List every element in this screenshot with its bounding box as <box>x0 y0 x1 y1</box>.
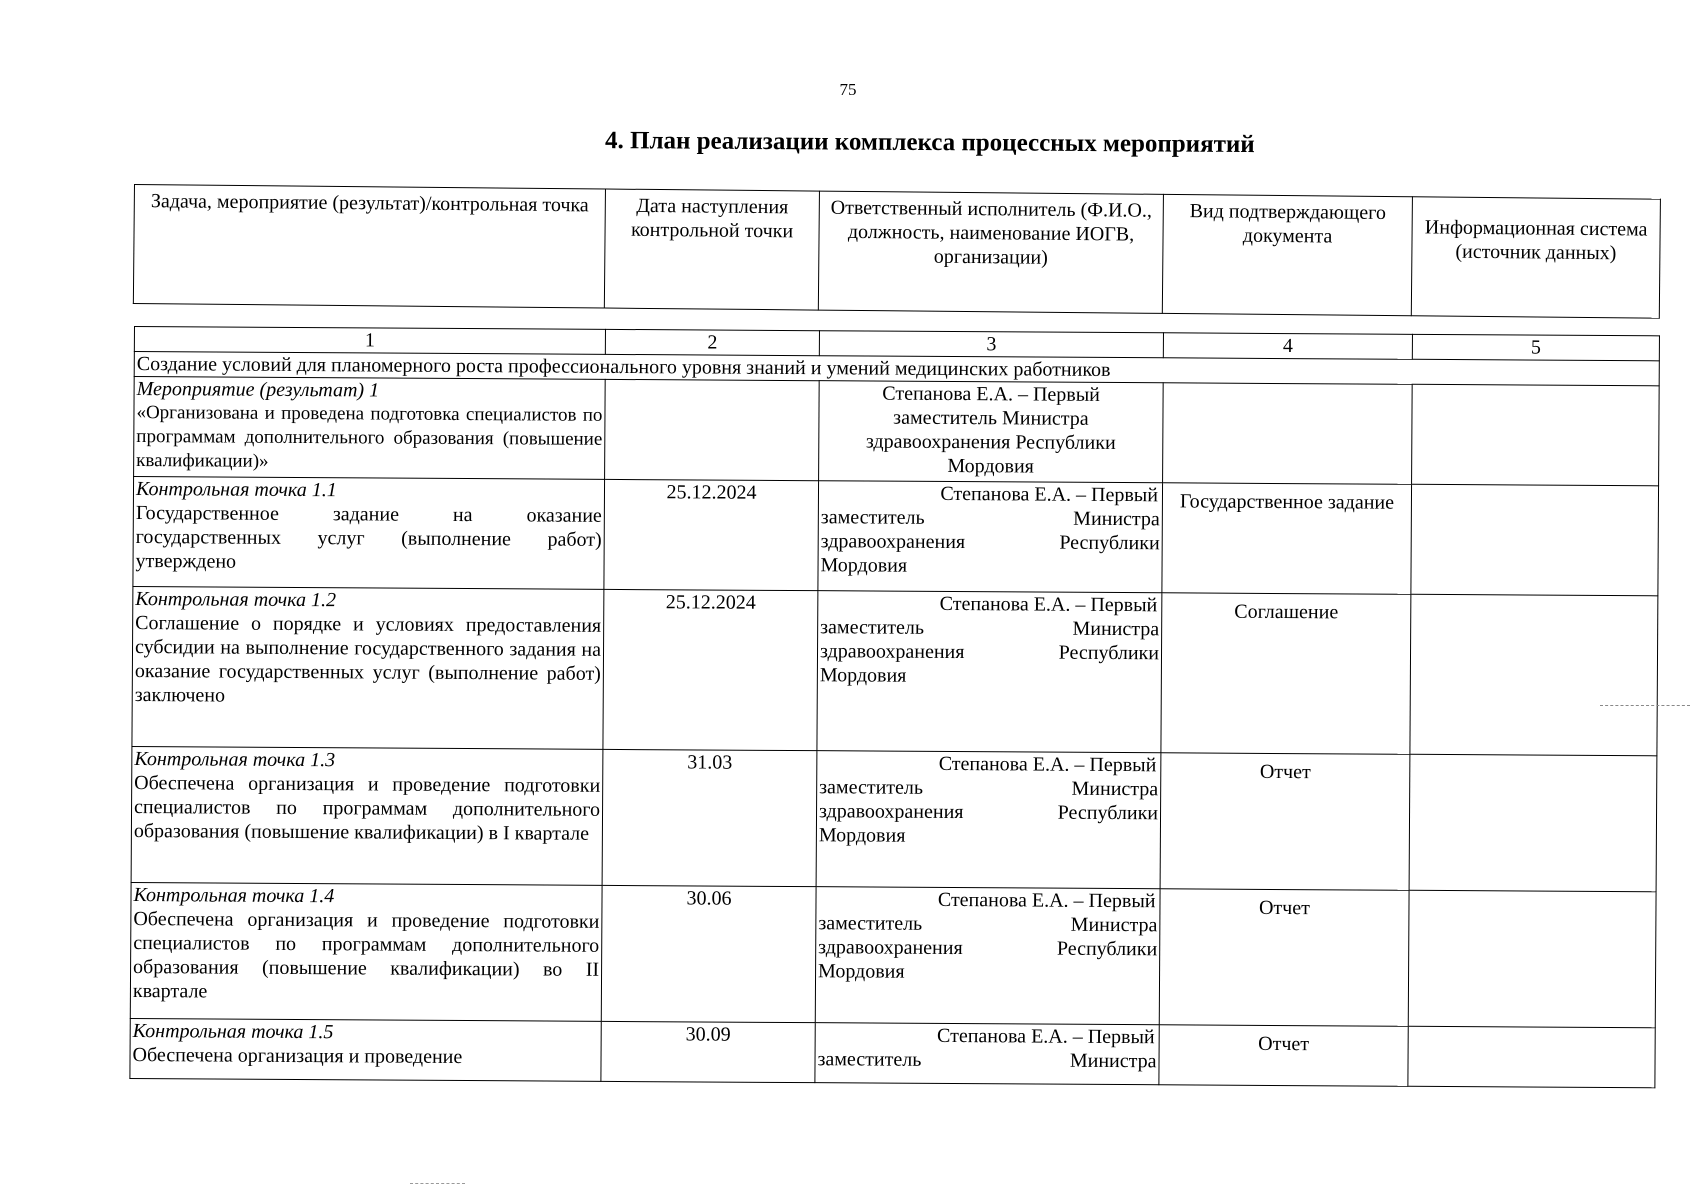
evidence-cell <box>1161 593 1411 755</box>
evidence-text: Отчет <box>1258 896 1310 920</box>
evidence-text: Отчет <box>1259 760 1311 784</box>
responsible-first: Степанова Е.А. – Первый <box>937 1024 1155 1049</box>
responsible-first: Степанова Е.А. – Первый <box>939 592 1158 617</box>
responsible-cell <box>815 887 1160 1025</box>
responsible-first: Степанова Е.А. – Первый <box>937 888 1156 913</box>
column-number: 3 <box>819 331 1163 358</box>
task-cell <box>131 746 603 885</box>
row-text: Государственное задание на оказание государственных услуг (выполнение работ) утверждено <box>135 502 602 573</box>
table-row <box>130 1018 1655 1087</box>
evidence-text: Государственное задание <box>1179 490 1395 514</box>
responsible-rest: заместитель Министра здравоохранения Республики Мордовия <box>818 912 1158 983</box>
scan-artifact <box>1600 705 1690 708</box>
responsible-rest: заместитель Министра здравоохранения Республики Мордовия <box>819 616 1160 687</box>
evidence-cell <box>1160 753 1410 891</box>
header-table <box>133 184 1661 319</box>
date-cell: 25.12.2024 <box>604 479 819 590</box>
header-date: Дата наступления контрольной точки <box>604 189 819 310</box>
system-cell <box>1411 484 1659 596</box>
evidence-cell <box>1163 383 1413 485</box>
row-text: Соглашение о порядке и условиях предоставления субсидии на выполнение государственного задания на оказание государственных услуг (выполнение работ) заключено <box>134 612 602 707</box>
date-cell: 30.09 <box>601 1021 815 1082</box>
table-row <box>131 746 1657 891</box>
row-kind: Контрольная точка 1.4 <box>133 884 335 908</box>
date-cell: 25.12.2024 <box>603 589 818 750</box>
row-text: Обеспечена организация и проведение подготовки специалистов по программам дополнительного образования (повышение квалификации) в I квартале <box>133 772 601 845</box>
page-number: 75 <box>839 80 857 99</box>
responsible-cell <box>815 1023 1159 1085</box>
system-cell <box>1408 1026 1655 1088</box>
evidence-cell <box>1159 1025 1408 1087</box>
responsible-cell <box>819 381 1164 483</box>
system-cell <box>1409 754 1657 892</box>
table-row <box>132 586 1658 755</box>
responsible-cell <box>817 591 1162 753</box>
evidence-text: Соглашение <box>1234 600 1339 624</box>
date-cell <box>605 379 820 480</box>
task-cell <box>130 882 602 1021</box>
row-kind: Контрольная точка 1.1 <box>135 478 337 502</box>
responsible-first: Степанова Е.А. – Первый <box>882 382 1100 406</box>
page-title: 4. План реализации комплекса процессных мероприятий <box>604 127 1255 159</box>
responsible-rest: заместитель Министра здравоохранения Республики Мордовия <box>818 776 1159 847</box>
responsible-cell <box>818 481 1163 593</box>
responsible-first: Степанова Е.А. – Первый <box>940 482 1159 507</box>
responsible-cell <box>816 751 1161 889</box>
row-kind: Контрольная точка 1.5 <box>132 1020 334 1044</box>
column-number: 4 <box>1163 333 1412 360</box>
plan-table <box>129 326 1660 1088</box>
responsible-rest: заместитель Министра <box>817 1048 1157 1073</box>
task-cell <box>130 1018 601 1081</box>
responsible-first: Степанова Е.А. – Первый <box>938 752 1157 777</box>
system-cell <box>1410 594 1658 756</box>
header-system: Информационная система (источник данных) <box>1411 197 1660 318</box>
responsible-rest: заместитель Министра здравоохранения Республики Мордовия <box>865 406 1116 478</box>
task-cell <box>134 377 606 480</box>
header-responsible: Ответственный исполнитель (Ф.И.О., должность, наименование ИОГВ, организации) <box>818 191 1163 313</box>
row-text: «Организована и проведена подготовка специалистов по программам дополнительного образования (повышение квалификации)» <box>136 402 603 472</box>
row-kind: Контрольная точка 1.3 <box>134 748 336 772</box>
table-row <box>134 377 1660 486</box>
table-row <box>133 477 1659 596</box>
column-number: 1 <box>134 327 605 355</box>
evidence-text: Отчет <box>1258 1032 1310 1056</box>
header-evidence: Вид подтверждающего документа <box>1162 194 1412 315</box>
date-cell: 31.03 <box>602 749 817 886</box>
evidence-cell <box>1162 483 1412 595</box>
scan-artifact <box>410 1183 465 1185</box>
table-row <box>130 882 1656 1027</box>
header-row <box>133 185 1660 319</box>
date-cell: 30.06 <box>601 885 816 1022</box>
task-cell <box>132 586 604 749</box>
system-cell <box>1408 890 1656 1028</box>
header-task: Задача, мероприятие (результат)/контрольная точка <box>133 185 605 309</box>
system-cell <box>1412 384 1660 486</box>
responsible-rest: заместитель Министра здравоохранения Республики Мордовия <box>820 506 1160 577</box>
column-number: 5 <box>1412 334 1659 361</box>
task-cell <box>133 477 605 590</box>
evidence-cell <box>1159 889 1409 1027</box>
column-number: 2 <box>605 329 819 355</box>
row-kind: Контрольная точка 1.2 <box>135 588 337 612</box>
row-text: Обеспечена организация и проведение <box>132 1044 463 1069</box>
row-text: Обеспечена организация и проведение подготовки специалистов по программам дополнительного образования (повышение квалификации) во II квартале <box>132 908 600 1003</box>
row-kind: Мероприятие (результат) 1 <box>136 378 380 402</box>
section-title: Создание условий для планомерного роста профессионального уровня знаний и умений медицинских работников <box>134 352 1659 386</box>
